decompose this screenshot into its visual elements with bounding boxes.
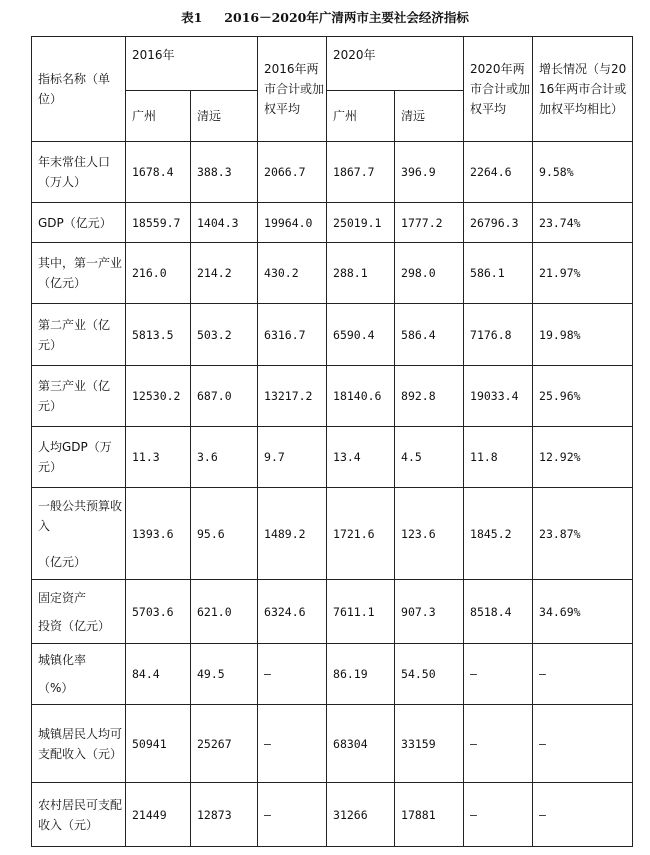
header-qingyuan-2016: 清远 <box>191 91 258 142</box>
table-row <box>32 488 633 580</box>
row-label-text: 人均GDP（万元） <box>38 440 112 474</box>
cell-guangzhou-2020: 86.19 <box>327 644 395 705</box>
cell-qingyuan-2016: 3.6 <box>191 427 258 488</box>
table-row <box>32 243 633 304</box>
cell-qingyuan-2020: 123.6 <box>395 488 464 580</box>
cell-growth: – <box>533 705 633 783</box>
cell-guangzhou-2016: 1393.6 <box>126 488 191 580</box>
cell-guangzhou-2016: 1678.4 <box>126 142 191 203</box>
table-row <box>32 644 633 705</box>
cell-combined-2016: – <box>258 644 327 705</box>
cell-guangzhou-2020: 68304 <box>327 705 395 783</box>
row-label <box>32 142 126 203</box>
table-row <box>32 783 633 847</box>
cell-guangzhou-2016: 84.4 <box>126 644 191 705</box>
cell-combined-2020: – <box>464 783 533 847</box>
cell-qingyuan-2016: 621.0 <box>191 580 258 644</box>
cell-growth: 25.96% <box>533 366 633 427</box>
row-label-text: GDP（亿元） <box>38 215 112 230</box>
cell-guangzhou-2016: 5813.5 <box>126 304 191 366</box>
row-label <box>32 366 126 427</box>
table-row <box>32 304 633 366</box>
cell-qingyuan-2020: 4.5 <box>395 427 464 488</box>
cell-growth: 12.92% <box>533 427 633 488</box>
cell-guangzhou-2016: 18559.7 <box>126 203 191 243</box>
row-label <box>32 427 126 488</box>
cell-combined-2020: 8518.4 <box>464 580 533 644</box>
table-row <box>32 705 633 783</box>
cell-qingyuan-2016: 49.5 <box>191 644 258 705</box>
row-label-text: 其中，第一产业（亿元） <box>38 256 123 290</box>
row-label-text: 农村居民可支配收入（元） <box>38 797 123 832</box>
row-label-text: 一般公共预算收入 <box>38 498 123 533</box>
cell-guangzhou-2020: 18140.6 <box>327 366 395 427</box>
cell-combined-2020: 586.1 <box>464 243 533 304</box>
header-indicator: 指标名称（单位） <box>32 37 126 142</box>
header-year-2020: 2020年 <box>327 37 464 91</box>
cell-growth: 21.97% <box>533 243 633 304</box>
row-label-unit: 投资（亿元） <box>38 618 111 633</box>
row-label-text: 城镇化率 <box>38 653 87 667</box>
cell-qingyuan-2020: 298.0 <box>395 243 464 304</box>
indicators-table <box>31 36 633 847</box>
table-row <box>32 366 633 427</box>
cell-combined-2016: – <box>258 705 327 783</box>
table-title: 2016－2020年广清两市主要社会经济指标 <box>224 10 469 25</box>
cell-combined-2016: 6324.6 <box>258 580 327 644</box>
cell-guangzhou-2016: 216.0 <box>126 243 191 304</box>
cell-qingyuan-2020: 17881 <box>395 783 464 847</box>
header-guangzhou-2020: 广州 <box>327 91 395 142</box>
cell-guangzhou-2016: 5703.6 <box>126 580 191 644</box>
header-growth: 增长情况（与2016年两市合计或加权平均相比） <box>533 37 633 142</box>
cell-growth: 23.87% <box>533 488 633 580</box>
cell-qingyuan-2016: 214.2 <box>191 243 258 304</box>
cell-combined-2020: 26796.3 <box>464 203 533 243</box>
row-label <box>32 580 126 644</box>
cell-combined-2016: 1489.2 <box>258 488 327 580</box>
cell-combined-2020: 7176.8 <box>464 304 533 366</box>
table-row <box>32 142 633 203</box>
row-label-text: 第三产业（亿元） <box>38 379 111 413</box>
cell-guangzhou-2020: 7611.1 <box>327 580 395 644</box>
row-label <box>32 304 126 366</box>
table-row <box>32 427 633 488</box>
header-row-top <box>32 37 633 91</box>
table-number: 表1 <box>181 10 203 25</box>
cell-qingyuan-2016: 95.6 <box>191 488 258 580</box>
cell-guangzhou-2020: 6590.4 <box>327 304 395 366</box>
cell-qingyuan-2020: 892.8 <box>395 366 464 427</box>
cell-combined-2016: 430.2 <box>258 243 327 304</box>
row-label-unit: （亿元） <box>38 554 87 569</box>
cell-qingyuan-2020: 907.3 <box>395 580 464 644</box>
cell-growth: 19.98% <box>533 304 633 366</box>
header-combined-2020: 2020年两市合计或加权平均 <box>464 37 533 142</box>
row-label <box>32 783 126 847</box>
cell-guangzhou-2020: 1721.6 <box>327 488 395 580</box>
row-label-text: 固定资产 <box>38 590 87 605</box>
cell-guangzhou-2020: 13.4 <box>327 427 395 488</box>
cell-guangzhou-2016: 21449 <box>126 783 191 847</box>
cell-guangzhou-2016: 12530.2 <box>126 366 191 427</box>
cell-combined-2020: 1845.2 <box>464 488 533 580</box>
row-label-text: 年末常住人口（万人） <box>38 155 111 189</box>
table-row <box>32 203 633 243</box>
row-label <box>32 644 126 705</box>
header-year-2016: 2016年 <box>126 37 258 91</box>
row-label <box>32 705 126 783</box>
cell-guangzhou-2020: 31266 <box>327 783 395 847</box>
header-guangzhou-2016: 广州 <box>126 91 191 142</box>
cell-combined-2020: – <box>464 705 533 783</box>
row-label-text: 城镇居民人均可支配收入（元） <box>38 726 123 761</box>
cell-guangzhou-2020: 1867.7 <box>327 142 395 203</box>
table-row <box>32 580 633 644</box>
cell-guangzhou-2016: 11.3 <box>126 427 191 488</box>
header-qingyuan-2020: 清远 <box>395 91 464 142</box>
cell-growth: – <box>533 644 633 705</box>
cell-qingyuan-2020: 1777.2 <box>395 203 464 243</box>
cell-combined-2016: 2066.7 <box>258 142 327 203</box>
cell-qingyuan-2016: 503.2 <box>191 304 258 366</box>
row-label <box>32 203 126 243</box>
cell-qingyuan-2020: 586.4 <box>395 304 464 366</box>
cell-combined-2016: – <box>258 783 327 847</box>
row-label <box>32 488 126 580</box>
cell-guangzhou-2016: 50941 <box>126 705 191 783</box>
row-label <box>32 243 126 304</box>
table-caption <box>0 8 650 26</box>
cell-growth: 23.74% <box>533 203 633 243</box>
cell-qingyuan-2016: 12873 <box>191 783 258 847</box>
cell-qingyuan-2016: 388.3 <box>191 142 258 203</box>
cell-qingyuan-2020: 396.9 <box>395 142 464 203</box>
cell-qingyuan-2016: 687.0 <box>191 366 258 427</box>
cell-combined-2020: 11.8 <box>464 427 533 488</box>
cell-combined-2020: 2264.6 <box>464 142 533 203</box>
cell-qingyuan-2016: 25267 <box>191 705 258 783</box>
cell-combined-2020: – <box>464 644 533 705</box>
cell-combined-2016: 13217.2 <box>258 366 327 427</box>
cell-growth: – <box>533 783 633 847</box>
cell-guangzhou-2020: 25019.1 <box>327 203 395 243</box>
cell-combined-2016: 6316.7 <box>258 304 327 366</box>
cell-combined-2016: 19964.0 <box>258 203 327 243</box>
row-label-text: 第二产业（亿元） <box>38 317 111 352</box>
header-combined-2016: 2016年两市合计或加权平均 <box>258 37 327 142</box>
cell-combined-2020: 19033.4 <box>464 366 533 427</box>
cell-combined-2016: 9.7 <box>258 427 327 488</box>
cell-growth: 9.58% <box>533 142 633 203</box>
row-label-unit: （%） <box>38 681 74 695</box>
cell-qingyuan-2020: 33159 <box>395 705 464 783</box>
cell-growth: 34.69% <box>533 580 633 644</box>
cell-guangzhou-2020: 288.1 <box>327 243 395 304</box>
cell-qingyuan-2020: 54.50 <box>395 644 464 705</box>
cell-qingyuan-2016: 1404.3 <box>191 203 258 243</box>
